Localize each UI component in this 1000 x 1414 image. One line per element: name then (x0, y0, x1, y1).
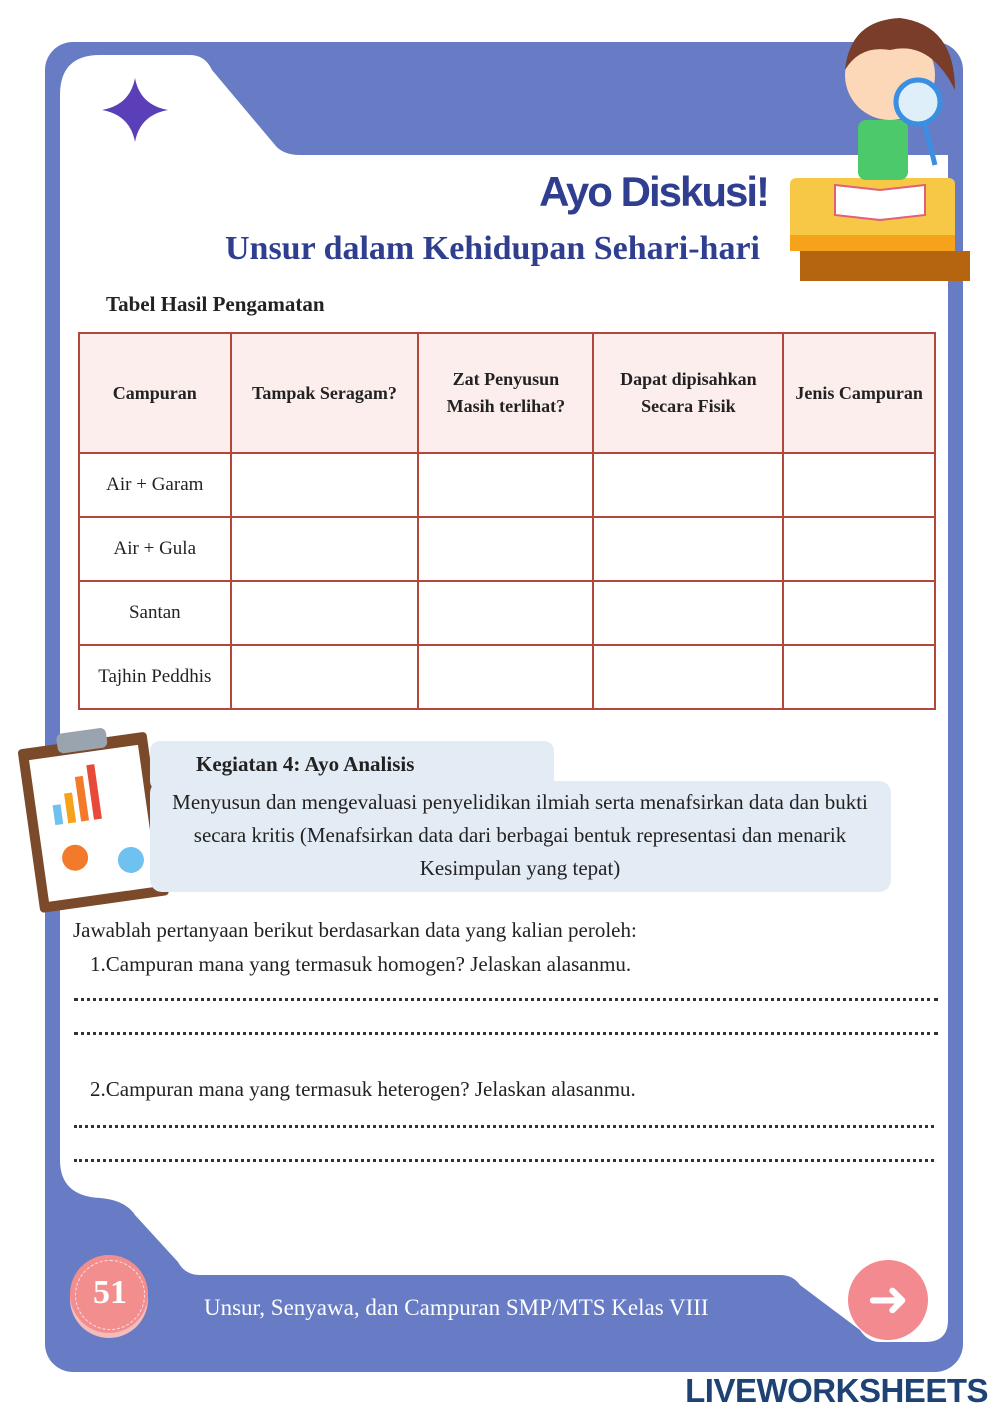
table-row (79, 645, 935, 709)
table-label: Tabel Hasil Pengamatan (106, 292, 325, 316)
table-row (79, 453, 935, 517)
page-title: Ayo Diskusi! (539, 168, 768, 215)
col-header: Jenis Campuran (783, 333, 935, 453)
answer-cell[interactable] (231, 645, 419, 709)
activity-description: Menyusun dan mengevaluasi penyelidikan ilmiah serta menafsirkan data dan bukti secara kritis (Menafsirkan data dari berbagai bentuk representasi dan menarik Kesimpulan yang tepat) (172, 790, 868, 880)
question-text: Campuran mana yang termasuk heterogen? Jelaskan alasanmu. (105, 1077, 636, 1101)
answer-cell[interactable] (593, 581, 783, 645)
answer-cell[interactable] (231, 453, 419, 517)
answer-line-2a[interactable] (74, 1125, 934, 1128)
col-header: Dapat dipisahkan Secara Fisik (593, 333, 783, 453)
answer-cell[interactable] (783, 645, 935, 709)
col-header: Tampak Seragam? (231, 333, 419, 453)
table-row (79, 581, 935, 645)
answer-line-1b[interactable] (74, 1032, 938, 1035)
page-number: 51 (75, 1260, 145, 1330)
answer-cell[interactable] (783, 517, 935, 581)
next-page-button[interactable] (848, 1260, 928, 1340)
arrow-right-icon: ➜ (867, 1270, 909, 1328)
question-1 (90, 952, 631, 977)
answer-cell[interactable] (231, 581, 419, 645)
clipboard-illustration (16, 722, 169, 913)
answer-cell[interactable] (593, 517, 783, 581)
page-subtitle: Unsur dalam Kehidupan Sehari-hari (224, 230, 760, 267)
answer-cell[interactable] (418, 453, 593, 517)
question-number: 1. (90, 952, 106, 976)
table-header-row (79, 333, 935, 453)
answer-line-2b[interactable] (74, 1159, 934, 1162)
question-number: 2. (90, 1077, 106, 1101)
answer-cell[interactable] (231, 517, 419, 581)
col-header: Zat Penyusun Masih terlihat? (418, 333, 593, 453)
questions-intro: Jawablah pertanyaan berikut berdasarkan data yang kalian peroleh: (73, 918, 637, 942)
table-row (79, 517, 935, 581)
book-title: Unsur, Senyawa, dan Campuran SMP/MTS Kelas VIII (204, 1295, 709, 1320)
question-text: Campuran mana yang termasuk homogen? Jelaskan alasanmu. (105, 952, 632, 976)
question-2 (90, 1077, 636, 1102)
answer-cell[interactable] (783, 581, 935, 645)
answer-cell[interactable] (593, 645, 783, 709)
mixture-name: Air + Garam (79, 453, 231, 517)
answer-line-1a[interactable] (74, 998, 938, 1001)
answer-cell[interactable] (418, 645, 593, 709)
col-header: Campuran (79, 333, 231, 453)
answer-cell[interactable] (418, 581, 593, 645)
page-number-badge (70, 1255, 148, 1333)
mixture-name: Air + Gula (79, 517, 231, 581)
answer-cell[interactable] (593, 453, 783, 517)
answer-cell[interactable] (783, 453, 935, 517)
liveworksheets-logo: LIVEWORKSHEETS (685, 1372, 988, 1409)
mixture-name: Tajhin Peddhis (79, 645, 231, 709)
mixture-name: Santan (79, 581, 231, 645)
answer-cell[interactable] (418, 517, 593, 581)
observation-table (78, 332, 936, 710)
activity-title: Kegiatan 4: Ayo Analisis (196, 752, 415, 776)
